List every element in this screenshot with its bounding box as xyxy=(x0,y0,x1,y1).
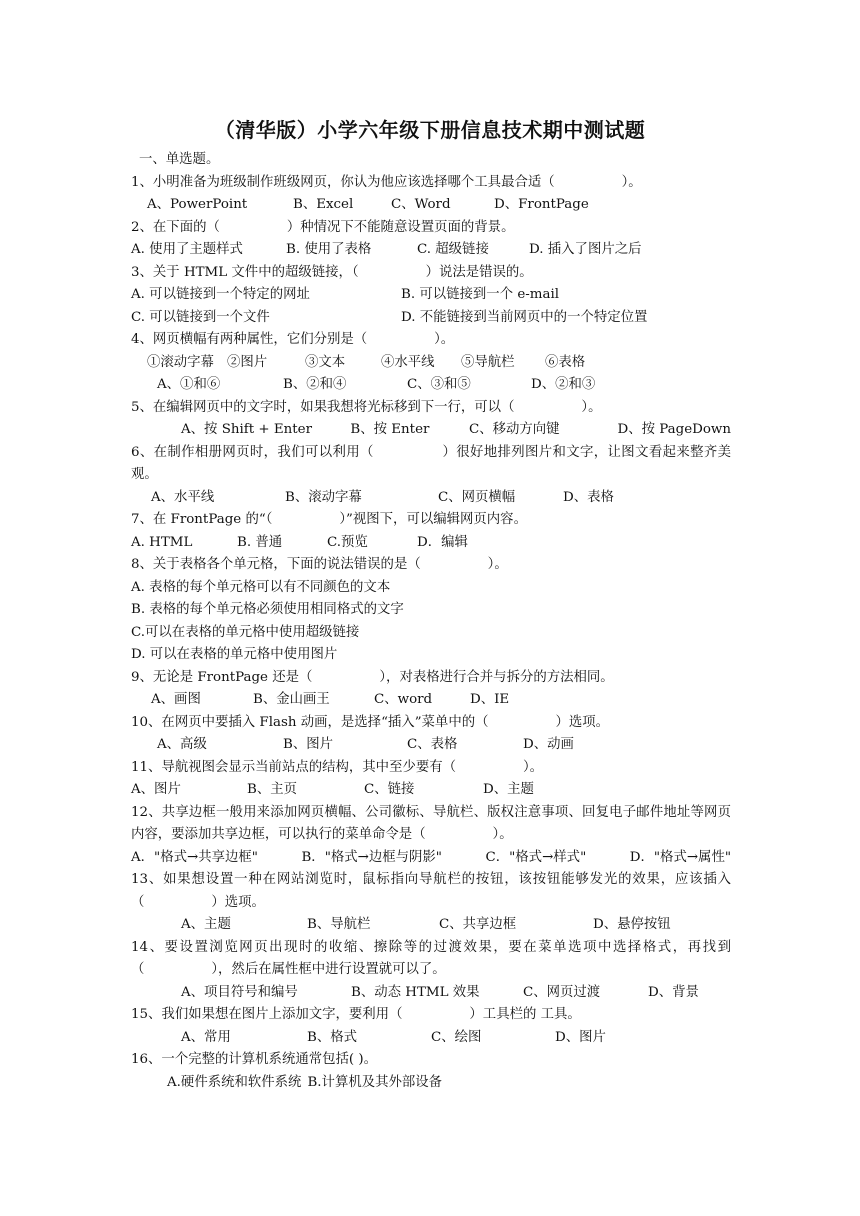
option: B、动态 HTML 效果 xyxy=(351,984,480,1000)
option: C.预览 xyxy=(327,534,368,550)
option: B. 使用了表格 xyxy=(286,242,372,257)
option: D、动画 xyxy=(523,737,574,752)
option: D、表格 xyxy=(563,489,614,505)
question-3-options-row1 xyxy=(131,284,731,307)
option: A、主题 xyxy=(181,917,231,932)
option: B、图片 xyxy=(283,737,334,752)
section-heading: 一、单选题。 xyxy=(139,152,220,167)
item: ③文本 xyxy=(305,354,346,370)
option: C、表格 xyxy=(407,737,458,752)
question-9-options xyxy=(131,689,731,712)
item: ①滚动字幕 xyxy=(147,354,214,370)
option: B、金山画王 xyxy=(253,692,330,707)
option: C、共享边框 xyxy=(439,917,517,932)
item: ⑤导航栏 xyxy=(461,354,515,370)
question-4: 4、网页横幅有两种属性，它们分别是（ ）。 xyxy=(131,332,455,347)
option: B、主页 xyxy=(247,782,298,797)
option: A、按 Shift + Enter xyxy=(181,422,312,437)
question-5-options xyxy=(131,419,731,442)
question-10-options xyxy=(131,734,731,757)
question-1-options xyxy=(131,194,731,217)
question-8-option-c: C.可以在表格的单元格中使用超级链接 xyxy=(131,624,360,640)
option: D、背景 xyxy=(648,984,699,1000)
question-2-options xyxy=(131,239,731,262)
option: C、移动方向键 xyxy=(468,422,560,437)
option: A、画图 xyxy=(151,692,201,707)
option: A．"格式→共享边框" xyxy=(131,849,258,865)
option: B、②和④ xyxy=(283,377,347,392)
question-6: 6、在制作相册网页时，我们可以利用（ ）很好地排列图片和文字，让图文看起来整齐美观。 xyxy=(131,444,731,482)
question-13: 13、如果想设置一种在网站浏览时，鼠标指向导航栏的按钮，该按钮能够发光的效果，应该插入（ ）选项。 xyxy=(131,872,731,910)
item: ②图片 xyxy=(227,354,268,370)
question-14: 14、要设置浏览网页出现时的收缩、擦除等的过渡效果，要在菜单选项中选择格式，再找到（ ），然后在属性框中进行设置就可以了。 xyxy=(131,939,731,977)
question-8-option-a: A. 表格的每个单元格可以有不同颜色的文本 xyxy=(131,579,391,595)
option: C、网页横幅 xyxy=(438,489,516,505)
item: ⑥表格 xyxy=(545,354,586,370)
option: C、链接 xyxy=(364,782,415,797)
question-8-option-b: B. 表格的每个单元格必须使用相同格式的文字 xyxy=(131,602,404,617)
option: A、高级 xyxy=(157,737,207,752)
option: D．编辑 xyxy=(417,534,468,550)
option: B、按 Enter xyxy=(350,422,430,437)
option: A、①和⑥ xyxy=(157,377,221,392)
option: D、悬停按钮 xyxy=(593,917,671,932)
option: B. 普通 xyxy=(237,534,283,550)
option: B、滚动字幕 xyxy=(285,489,362,505)
question-4-options xyxy=(131,374,731,397)
option: D. 不能链接到当前网页中的一个特定位置 xyxy=(401,309,648,325)
page-title: （清华版）小学六年级下册信息技术期中测试题 xyxy=(214,118,646,142)
question-15-options xyxy=(131,1027,731,1050)
option: B．"格式→边框与阴影" xyxy=(301,849,442,865)
question-6-options xyxy=(131,487,731,510)
question-5: 5、在编辑网页中的文字时，如果我想将光标移到下一行，可以（ ）。 xyxy=(131,399,602,415)
question-4-items xyxy=(131,352,731,375)
option: A. HTML xyxy=(131,534,193,550)
question-2: 2、在下面的（ ）种情况下不能随意设置页面的背景。 xyxy=(131,219,515,235)
option: A、图片 xyxy=(131,782,181,797)
option: C、word xyxy=(374,692,433,707)
question-15: 15、我们如果想在图片上添加文字，要利用（ ）工具栏的 工具。 xyxy=(131,1007,581,1022)
option: D．"格式→属性" xyxy=(629,849,731,865)
question-11-options xyxy=(131,779,731,802)
question-11: 11、导航视图会显示当前站点的结构，其中至少要有（ ）。 xyxy=(131,759,544,775)
option: B.计算机及其外部设备 xyxy=(307,1074,443,1090)
option: D. 插入了图片之后 xyxy=(529,242,642,257)
option: C. 可以链接到一个文件 xyxy=(131,309,270,325)
option: D、按 PageDown xyxy=(617,422,731,437)
question-12-options xyxy=(131,847,731,870)
question-12: 12、共享边框一般用来添加网页横幅、公司徽标、导航栏、版权注意事项、回复电子邮件地址等网页内容，要添加共享边框，可以执行的菜单命令是（ ）。 xyxy=(131,804,731,842)
option: C、③和⑤ xyxy=(407,377,471,392)
question-list xyxy=(131,149,731,1094)
option: D、图片 xyxy=(555,1029,606,1045)
option: D、②和③ xyxy=(531,377,596,392)
question-7-options xyxy=(131,532,731,555)
option: D、IE xyxy=(470,692,510,707)
option: A、水平线 xyxy=(151,489,215,505)
question-13-options xyxy=(131,914,731,937)
question-10: 10、在网页中要插入 Flash 动画，是选择“插入”菜单中的（ ）选项。 xyxy=(131,714,610,730)
question-16-options xyxy=(131,1072,731,1095)
item: ④水平线 xyxy=(381,354,435,370)
option: C、绘图 xyxy=(431,1029,482,1045)
option: C、Word xyxy=(391,197,451,212)
option: B、导航栏 xyxy=(307,917,371,932)
question-3: 3、关于 HTML 文件中的超级链接，（ ）说法是错误的。 xyxy=(131,264,533,280)
option: B. 可以链接到一个 e-mail xyxy=(401,287,560,302)
option: A、常用 xyxy=(181,1029,231,1045)
option: B、格式 xyxy=(307,1029,358,1045)
question-1: 1、小明准备为班级制作班级网页，你认为他应该选择哪个工具最合适（ ）。 xyxy=(131,174,642,190)
option: A. 使用了主题样式 xyxy=(131,242,243,257)
question-7: 7、在 FrontPage 的“（ ）”视图下，可以编辑网页内容。 xyxy=(131,512,527,527)
question-3-options-row2 xyxy=(131,307,731,330)
option: B、Excel xyxy=(293,197,354,212)
option: A、项目符号和编号 xyxy=(181,984,298,1000)
question-14-options xyxy=(131,982,731,1005)
option: C、网页过渡 xyxy=(523,984,601,1000)
question-8-option-d: D. 可以在表格的单元格中使用图片 xyxy=(131,647,338,662)
option: A、PowerPoint xyxy=(147,197,248,212)
option: C．"格式→样式" xyxy=(485,849,587,865)
option: A.硬件系统和软件系统 xyxy=(167,1074,302,1090)
question-9: 9、无论是 FrontPage 还是（ ），对表格进行合并与拆分的方法相同。 xyxy=(131,669,614,685)
option: D、FrontPage xyxy=(494,197,589,212)
question-8: 8、关于表格各个单元格，下面的说法错误的是（ ）。 xyxy=(131,557,508,572)
option: C. 超级链接 xyxy=(417,242,489,257)
option: D、主题 xyxy=(483,782,534,797)
question-16: 16、一个完整的计算机系统通常包括( )。 xyxy=(131,1052,377,1067)
option: A. 可以链接到一个特定的网址 xyxy=(131,287,310,302)
